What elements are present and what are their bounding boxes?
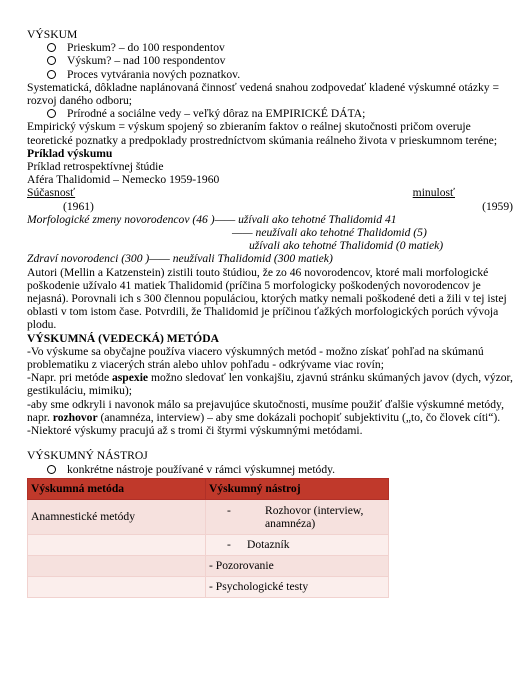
timeline-labels bbox=[27, 186, 515, 199]
empiric-paragraph: Empirický výskum = výskum spojený so zbieraním faktov o reálnej skutočnosti pričom overuje teoretické poznatky a predpoklady prostredníctvom skúmania reálneho života v prieskumnom teréne; bbox=[27, 120, 498, 147]
table-cell bbox=[28, 576, 206, 597]
method-paragraph-3: -aby sme odkryli i navonok málo sa prejavujúce skutočnosti, musíme použiť ďalšie výskumné metódy, napr. rozhovor (anamnéza, interview) – aby sme dokázali pochopiť subjektivitu („to, čo človek cíti“). bbox=[27, 397, 504, 424]
table-row bbox=[28, 499, 389, 534]
timeline-years bbox=[27, 200, 515, 213]
methods-table bbox=[27, 478, 389, 598]
bullet-item: Prírodné a sociálne vedy – veľký dôraz na EMPIRICKÉ DÁTA; bbox=[27, 107, 515, 120]
bullet-item: konkrétne nástroje používané v rámci výskumnej metódy. bbox=[27, 463, 515, 476]
table-header-row bbox=[28, 478, 389, 499]
bullet-circle-icon bbox=[47, 109, 56, 118]
method-paragraph-1: -Vo výskume sa obyčajne používa viacero výskumných metód - možno získať pohľad na skúmanú problematiku z viacerých strán alebo uhlov pohľadu - odkrývame viac rovín; bbox=[27, 344, 484, 372]
table-cell: - Psychologické testy bbox=[206, 576, 389, 597]
bullet-circle-icon bbox=[47, 465, 56, 474]
heading-vyskum: VÝSKUM bbox=[27, 28, 78, 41]
tool-heading: VÝSKUMNÝ NÁSTROJ bbox=[27, 449, 148, 463]
table-row bbox=[28, 576, 389, 597]
present-year: (1961) bbox=[63, 199, 94, 213]
method-heading: VÝSKUMNÁ (VEDECKÁ) METÓDA bbox=[27, 331, 219, 345]
table-cell bbox=[28, 555, 206, 576]
table-cell: - Pozorovanie bbox=[206, 555, 389, 576]
method-paragraph-2: -Napr. pri metóde aspexie možno sledovať len vonkajšiu, zjavnú stránku skúmaných javov (dych, výzor, gestikuláciu, mimiku); bbox=[27, 371, 513, 398]
table-cell bbox=[28, 534, 206, 555]
example-affair: Aféra Thalidomid – Nemecko 1959-1960 bbox=[27, 173, 220, 187]
table-cell: - Dotazník bbox=[206, 534, 389, 555]
method-paragraph-4: -Niektoré výskumy pracujú až s tromi či štyrmi výskumnými metódami. bbox=[27, 424, 363, 438]
example-heading: Príklad výskumu bbox=[27, 146, 113, 160]
past-label: minulosť bbox=[412, 186, 455, 200]
table-row bbox=[28, 534, 389, 555]
bullet-item: Proces vytvárania nových poznatkov. bbox=[27, 68, 515, 81]
example-subheading: Príklad retrospektívnej štúdie bbox=[27, 160, 164, 174]
morphologic-line: Morfologické zmeny novorodencov (46 )—— užívali ako tehotné Thalidomid 41 bbox=[27, 212, 397, 226]
table-row bbox=[28, 555, 389, 576]
morphologic-line-2: —— neužívali ako tehotné Thalidomid (5) bbox=[232, 226, 427, 240]
past-year: (1959) bbox=[482, 199, 513, 213]
bullet-item: Prieskum? – do 100 respondentov bbox=[27, 41, 515, 54]
bullet-item: Výskum? – nad 100 respondentov bbox=[27, 54, 515, 67]
healthy-line: Zdraví novorodenci (300 )—— neužívali Thalidomid (300 matiek) bbox=[27, 252, 333, 266]
table-cell: - Rozhovor (interview, anamnéza) bbox=[206, 499, 389, 534]
document-content bbox=[27, 28, 515, 598]
authors-paragraph: Autori (Mellin a Katzenstein) zistili touto štúdiou, že zo 46 novorodencov, ktoré mali morfologické poškodenie užívalo 41 matiek Thalidomid (príčina 5 morfologicky poškodených novorodencov je nejasná). Porovnali ich s 300 člennou populáciou, ktorých matky nemali poškodené deti a žili v tej istej oblasti v tom istom čase. Potvrdili, že Thalidomid je príčinou ťažkých morfologických porúch vývoja plodu. bbox=[27, 265, 507, 332]
bullet-circle-icon bbox=[47, 70, 56, 79]
present-label: Súčasnosť bbox=[27, 186, 76, 200]
table-header-cell: Výskumný nástroj bbox=[206, 478, 389, 499]
bullet-circle-icon bbox=[47, 43, 56, 52]
table-header-cell: Výskumná metóda bbox=[28, 478, 206, 499]
morphologic-line-3: užívali ako tehotné Thalidomid (0 matiek) bbox=[249, 239, 444, 253]
bullet-circle-icon bbox=[47, 56, 56, 65]
definition-paragraph: Systematická, dôkladne naplánovaná činnosť vedená snahou zodpovedať kladené výskumné otázky = rozvoj daného odboru; bbox=[27, 80, 500, 108]
table-cell: Anamnestické metódy bbox=[28, 499, 206, 534]
